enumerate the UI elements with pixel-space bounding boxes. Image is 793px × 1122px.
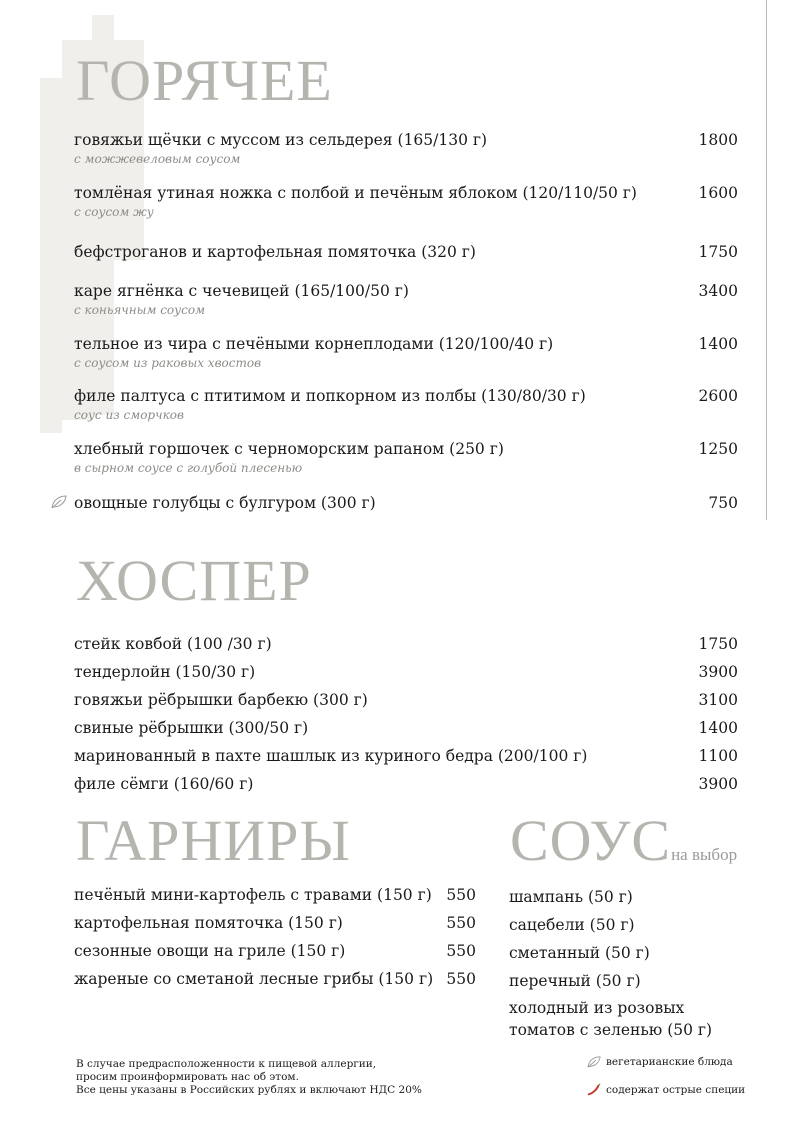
garnish-item <box>74 970 476 988</box>
item-name: томлёная утиная ножка с полбой и печёным яблоком (120/110/50 г) <box>74 184 637 202</box>
item-name: говяжьи щёчки с муссом из сельдерея (165/130 г) <box>74 131 488 149</box>
sauce-item <box>509 997 724 1041</box>
section-title-sauce <box>510 808 738 873</box>
sauce-item <box>509 942 749 964</box>
section-title-hosper: ХОСПЕР <box>76 548 312 613</box>
item-price: 1250 <box>698 440 738 458</box>
item-name: маринованный в пахте шашлык из куриного бедра (200/100 г) <box>74 747 588 765</box>
item-description: с соусом жу <box>74 205 154 219</box>
legend-label: содержат острые специи <box>606 1084 746 1096</box>
menu-item <box>74 282 738 317</box>
sauce-item <box>509 886 749 908</box>
legend-vegetarian <box>586 1055 733 1069</box>
item-price: 550 <box>446 886 476 904</box>
item-name: бефстроганов и картофельная помяточка (320 г) <box>74 243 476 261</box>
item-name: говяжьи рёбрышки барбекю (300 г) <box>74 691 368 709</box>
item-name: печёный мини-картофель с травами (150 г) <box>74 886 432 904</box>
menu-item <box>74 635 738 653</box>
item-price: 1750 <box>698 243 738 261</box>
garnish-item <box>74 886 476 904</box>
footer-line: В случае предрасположенности к пищевой аллергии, <box>76 1058 377 1070</box>
footer-line: Все цены указаны в Российских рублях и включают НДС 20% <box>76 1084 422 1096</box>
item-name: стейк ковбой (100 /30 г) <box>74 635 272 653</box>
item-description: с коньячным соусом <box>74 303 206 317</box>
item-price: 1400 <box>698 335 738 353</box>
menu-item <box>74 131 738 166</box>
sauce-item <box>509 914 749 936</box>
menu-item <box>74 663 738 681</box>
legend-label: вегетарианские блюда <box>606 1056 733 1068</box>
item-name: хлебный горшочек с черноморским рапаном (250 г) <box>74 440 504 458</box>
divider-line <box>766 0 767 520</box>
item-price: 3400 <box>698 282 738 300</box>
legend-spicy <box>586 1083 745 1097</box>
item-price: 3100 <box>698 691 738 709</box>
background-bar <box>40 268 62 433</box>
item-name: каре ягнёнка с чечевицей (165/100/50 г) <box>74 282 409 300</box>
item-name: свиные рёбрышки (300/50 г) <box>74 719 309 737</box>
item-price: 1750 <box>698 635 738 653</box>
item-price: 1600 <box>698 184 738 202</box>
sauce-item <box>509 970 749 992</box>
garnish-item <box>74 942 476 960</box>
item-name: шампань (50 г) <box>509 888 633 906</box>
item-description: с можжевеловым соусом <box>74 152 241 166</box>
item-name: перечный (50 г) <box>509 972 641 990</box>
menu-item <box>74 775 738 793</box>
footer-line: просим проинформировать нас об этом. <box>76 1071 299 1083</box>
sauce-subtitle: на выбор <box>671 845 738 864</box>
menu-item <box>74 719 738 737</box>
item-name: филе сёмги (160/60 г) <box>74 775 254 793</box>
item-name: сезонные овощи на гриле (150 г) <box>74 942 346 960</box>
item-price: 550 <box>446 970 476 988</box>
menu-item <box>74 747 738 765</box>
menu-item <box>74 243 738 261</box>
item-price: 1800 <box>698 131 738 149</box>
menu-item <box>74 691 738 709</box>
item-price: 1100 <box>698 747 738 765</box>
item-name: сметанный (50 г) <box>509 944 650 962</box>
item-price: 550 <box>446 942 476 960</box>
item-name: сацебели (50 г) <box>509 916 635 934</box>
menu-item <box>74 440 738 475</box>
leaf-icon <box>586 1055 602 1069</box>
item-price: 2600 <box>698 387 738 405</box>
item-price: 750 <box>708 494 738 512</box>
item-description: с соусом из раковых хвостов <box>74 356 262 370</box>
item-name: холодный из розовых томатов с зеленью (50 г) <box>509 999 713 1039</box>
item-description: соус из сморчков <box>74 408 184 422</box>
item-name: тендерлойн (150/30 г) <box>74 663 256 681</box>
item-name: филе палтуса с птитимом и попкорном из полбы (130/80/30 г) <box>74 387 586 405</box>
menu-item <box>74 335 738 370</box>
item-price: 3900 <box>698 775 738 793</box>
menu-item <box>74 387 738 422</box>
allergy-notice <box>76 1058 422 1097</box>
sauce-title: СОУС <box>510 808 672 873</box>
garnish-item <box>74 914 476 932</box>
item-price: 1400 <box>698 719 738 737</box>
item-name: жареные со сметаной лесные грибы (150 г) <box>74 970 434 988</box>
section-title-garnish: ГАРНИРЫ <box>76 808 351 873</box>
menu-item <box>74 184 738 219</box>
chili-pepper-icon <box>586 1083 602 1097</box>
item-name: овощные голубцы с булгуром (300 г) <box>74 494 376 512</box>
item-name: тельное из чира с печёными корнеплодами (120/100/40 г) <box>74 335 554 353</box>
item-price: 550 <box>446 914 476 932</box>
item-description: в сырном соусе с голубой плесенью <box>74 461 303 475</box>
item-name: картофельная помяточка (150 г) <box>74 914 343 932</box>
item-price: 3900 <box>698 663 738 681</box>
section-title-hot: ГОРЯЧЕЕ <box>76 48 333 113</box>
leaf-icon <box>50 494 68 510</box>
menu-item <box>74 494 738 512</box>
